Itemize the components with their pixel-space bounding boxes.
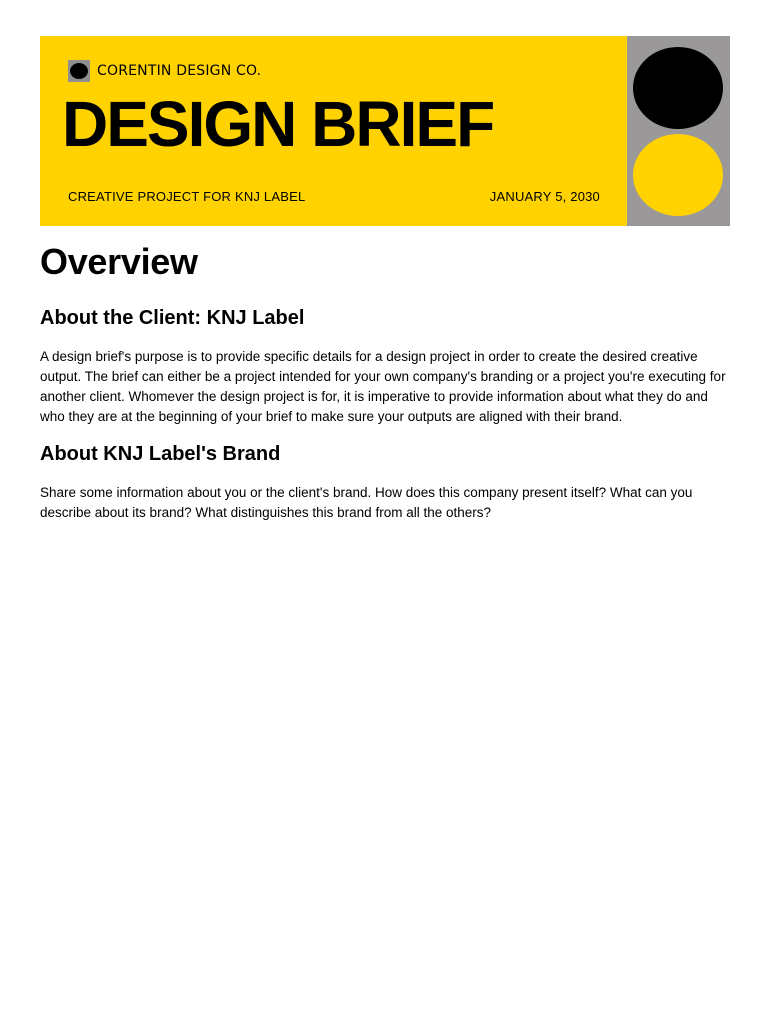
overview-heading: Overview: [40, 241, 198, 282]
company-name: CORENTIN DESIGN CO.: [97, 63, 262, 79]
header-banner: [40, 36, 730, 226]
section-body-about-client: A design brief's purpose is to provide specific details for a design project in order to create the desired creative output. The brief can either be a project intended for your own company's branding or a project you're executing for another client. Whomever the design project is for, it is imperative to provide information about what they do and who they are at the beginning of your brief to make sure your outputs are aligned with their brand.: [40, 349, 726, 424]
section-body-about-brand: Share some information about you or the client's brand. How does this company present itself? What can you describe about its brand? What distinguishes this brand from all the others?: [40, 485, 693, 520]
black-circle-icon: [633, 47, 723, 129]
document-title: DESIGN BRIEF: [62, 88, 494, 160]
header-side-panel: [627, 36, 730, 226]
header-main-panel: [40, 36, 627, 226]
yellow-circle-icon: [633, 134, 723, 216]
section-heading-about-client: About the Client: KNJ Label: [40, 307, 305, 329]
brand: [68, 60, 261, 82]
document-date: JANUARY 5, 2030: [489, 189, 600, 204]
document-body: [40, 240, 730, 523]
project-subtitle: CREATIVE PROJECT FOR KNJ LABEL: [68, 189, 306, 204]
section-heading-about-brand: About KNJ Label's Brand: [40, 443, 281, 465]
logo-circle-icon: [68, 60, 90, 82]
